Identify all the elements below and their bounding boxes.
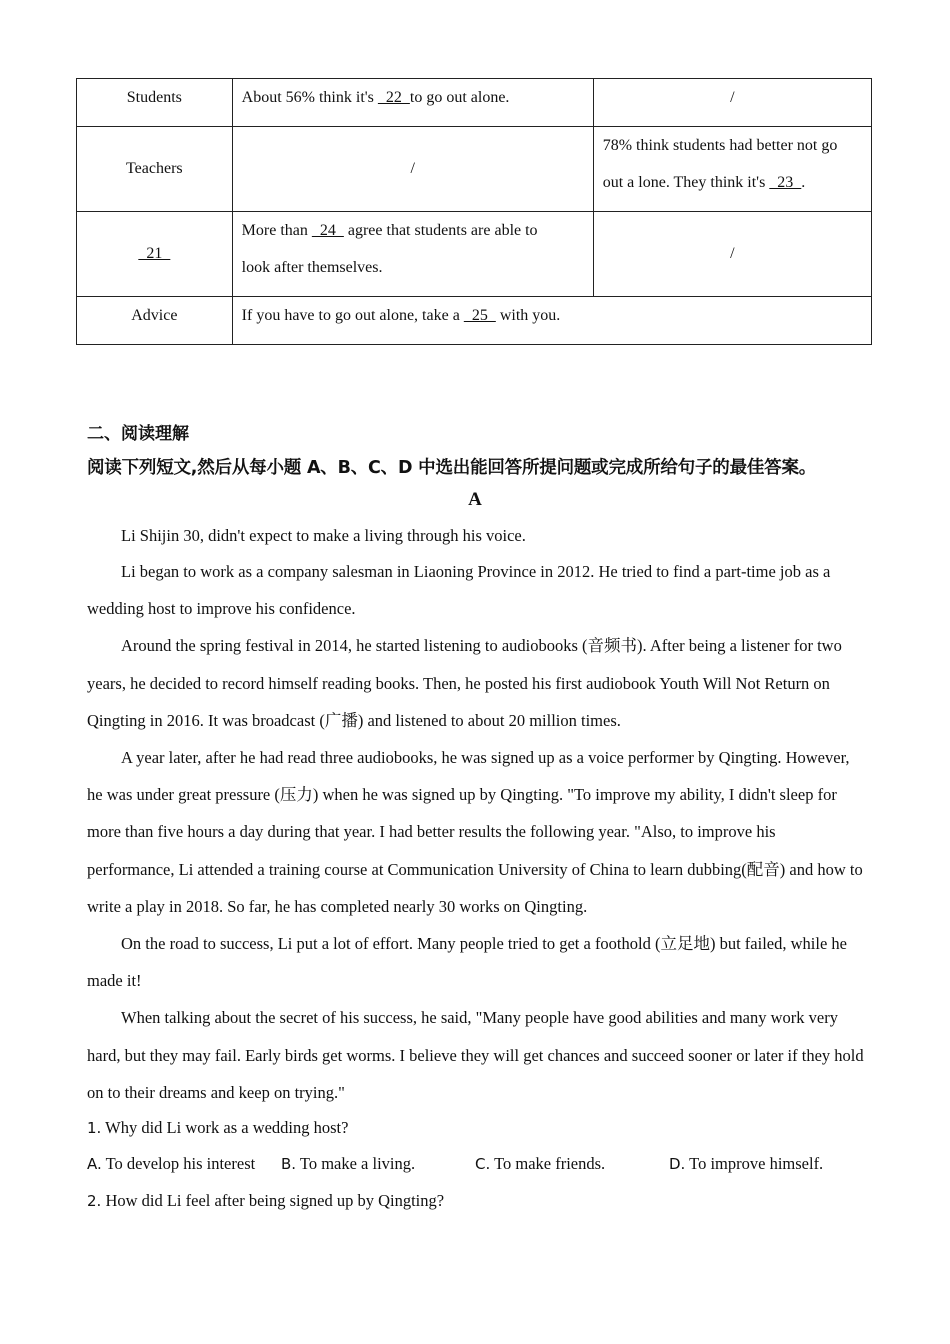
question-1-options	[87, 1145, 867, 1183]
cell-slash: /	[410, 160, 415, 177]
cell-text: 78% think students had better not go	[602, 137, 838, 154]
option-d[interactable]: D. To improve himself.	[669, 1154, 824, 1174]
row-label: Students	[126, 89, 182, 106]
option-c[interactable]: C. To make friends.	[475, 1154, 606, 1174]
cell-slash: /	[730, 245, 735, 262]
blank-22: 22	[377, 89, 410, 106]
paragraph: A year later, after he had read three audiobooks, he was signed up as a voice performer by Qingting. However, he was under great pressure (压力) when he was signed up by Qingting. "To improve my ability, I didn't sleep for more than five hours a day during that year. I had better results the following year. "Also, to improve his performance, Li attended a training course at Communication University of China to learn dubbing(配音) and how to write a play in 2018. So far, he has completed nearly 30 works on Qingting.	[87, 748, 863, 916]
question-2: 2. How did Li feel after being signed up by Qingting?	[87, 1191, 445, 1211]
cell-text: with you.	[495, 307, 561, 324]
blank-21: 21	[138, 245, 171, 262]
paragraph: Li Shijin 30, didn't expect to make a living through his voice.	[121, 526, 526, 545]
blank-24: 24	[311, 222, 344, 239]
cell-text: out a lone. They think it's	[602, 174, 770, 191]
row-label: Teachers	[126, 160, 183, 177]
cell-text: look after themselves.	[241, 259, 383, 276]
survey-table	[76, 78, 872, 345]
cell-text: agree that students are able to	[343, 222, 538, 239]
passage-label: A	[468, 489, 482, 510]
cell-text: More than	[241, 222, 312, 239]
cell-text: to go out alone.	[409, 89, 510, 106]
table-row	[77, 212, 872, 297]
cell-slash: /	[730, 89, 735, 106]
paragraph: On the road to success, Li put a lot of effort. Many people tried to get a foothold (立足地) but failed, while he made it!	[87, 934, 847, 991]
section-title: 二、阅读理解	[87, 424, 189, 444]
question-1: 1. Why did Li work as a wedding host?	[87, 1118, 349, 1138]
blank-25: 25	[463, 307, 496, 324]
option-a[interactable]: A. To develop his interest	[87, 1154, 256, 1174]
paragraph: Li began to work as a company salesman in Liaoning Province in 2012. He tried to find a part-time job as a wedding host to improve his confidence.	[87, 562, 831, 619]
table-row: Teachers / 78% think students had better not go out a lone. They think it's 23 .	[77, 127, 872, 212]
table-row	[77, 79, 872, 127]
table-row	[77, 297, 872, 345]
section-instruction: 阅读下列短文,然后从每小题 A、B、C、D 中选出能回答所提问题或完成所给句子的最佳答案。	[87, 458, 817, 478]
cell-text: About 56% think it's	[241, 89, 378, 106]
blank-23: 23	[769, 174, 802, 191]
passage-body	[87, 519, 867, 1219]
option-b[interactable]: B. To make a living.	[281, 1154, 416, 1174]
paragraph: Around the spring festival in 2014, he started listening to audiobooks (音频书). After being a listener for two years, he decided to record himself reading books. Then, he posted his first audiobook Youth Will Not Return on Qingting in 2016. It was broadcast (广播) and listened to about 20 million times.	[87, 636, 842, 730]
cell-text: If you have to go out alone, take a	[241, 307, 464, 324]
row-label: Advice	[131, 307, 178, 324]
paragraph: When talking about the secret of his success, he said, "Many people have good abilities and many work very hard, but they may fail. Early birds get worms. I believe they will get chances and succeed sooner or later if they hold on to their dreams and keep on trying."	[87, 1008, 864, 1102]
